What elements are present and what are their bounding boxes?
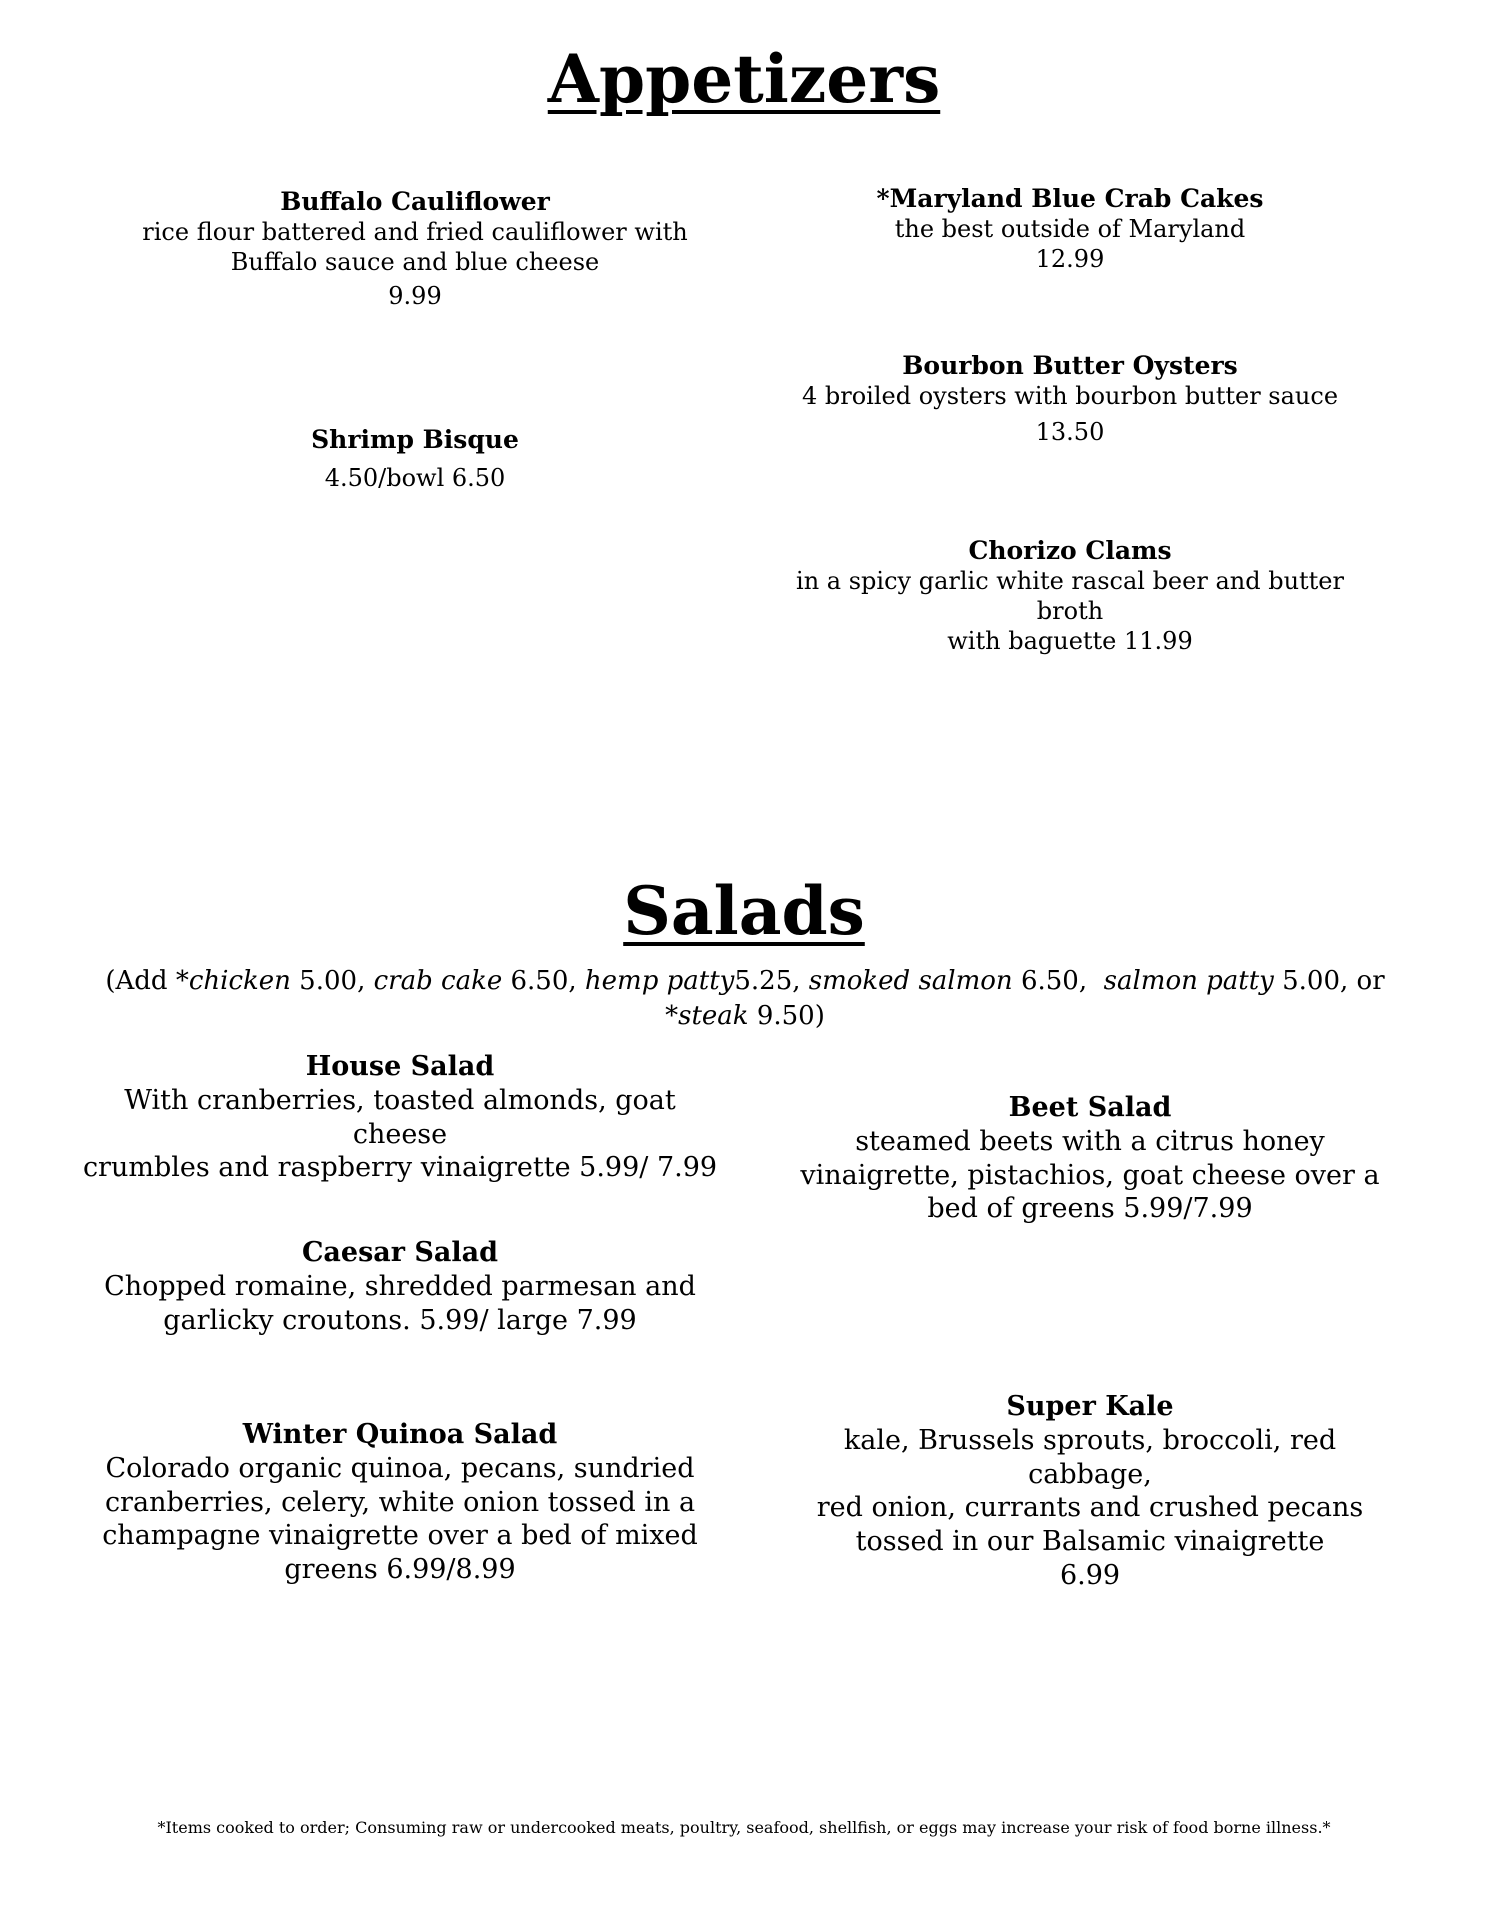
addon-chicken: *chicken [175, 966, 291, 996]
item-price: 4.50/bowl 6.50 [324, 464, 506, 493]
item-name: *Maryland Blue Crab Cakes [876, 184, 1264, 213]
addon-price: 9.50) [748, 1001, 825, 1032]
addon-salmon-patty: salmon patty [1103, 966, 1274, 996]
addon-crab-cake: crab cake [373, 966, 503, 996]
item-description: Buffalo sauce and blue cheese [230, 248, 600, 277]
addon-price: 6.50, [502, 966, 585, 996]
item-name: House Salad [305, 1051, 495, 1082]
item-description: garlicky croutons. 5.99/ large 7.99 [163, 1304, 637, 1336]
item-description: steamed beets with a citrus honey [855, 1125, 1325, 1157]
item-description: rice flour battered and fried cauliflower with [142, 218, 688, 247]
addons-open: (Add [105, 966, 176, 996]
appetizers-heading: Appetizers [547, 40, 941, 118]
food-safety-disclaimer: *Items cooked to order; Consuming raw or undercooked meats, poultry, seafood, shellfish, or eggs may increase your risk of food borne illness.* [157, 1818, 1331, 1837]
menu-item-beet-salad [780, 1091, 1400, 1226]
item-description: Colorado organic quinoa, pecans, sundried [105, 1452, 695, 1484]
item-description: champagne vinaigrette over a bed of mixed [102, 1520, 698, 1552]
menu-item-winter-quinoa-salad [80, 1418, 720, 1587]
addon-steak: *steak [665, 1001, 749, 1032]
menu-item-caesar-salad [80, 1236, 720, 1337]
addon-price: 6.50, [1012, 966, 1104, 996]
item-name: Beet Salad [1008, 1092, 1172, 1123]
menu-item-maryland-crab-cakes [760, 183, 1380, 274]
item-price: 12.99 [1035, 245, 1105, 274]
item-description: With cranberries, toasted almonds, goat cheese [124, 1084, 676, 1150]
item-description: 6.99 [1059, 1559, 1121, 1591]
item-description: kale, Brussels sprouts, broccoli, red cabbage, [843, 1424, 1337, 1490]
item-description: vinaigrette, pistachios, goat cheese over a [800, 1159, 1380, 1191]
item-description: in a spicy garlic white rascal beer and butter broth [796, 567, 1344, 626]
item-price: 9.99 [388, 282, 442, 311]
addon-smoked-salmon: smoked salmon [808, 966, 1013, 996]
item-name: Caesar Salad [301, 1237, 499, 1268]
item-name: Buffalo Cauliflower [280, 187, 550, 216]
addon-hemp-patty: hemp patty [584, 966, 735, 996]
item-description: red onion, currants and crushed pecans [816, 1492, 1364, 1524]
menu-item-super-kale [780, 1390, 1400, 1593]
item-name: Winter Quinoa Salad [242, 1419, 558, 1450]
addon-price: 5.25, [734, 966, 809, 996]
salads-heading: Salads [623, 872, 865, 950]
item-description: crumbles and raspberry vinaigrette 5.99/ 7.99 [82, 1152, 718, 1184]
item-description: with baguette 11.99 [947, 627, 1193, 656]
item-name: Bourbon Butter Oysters [902, 351, 1238, 380]
item-description: the best outside of Maryland [894, 215, 1246, 244]
addon-price: 5.00, or [1273, 966, 1385, 996]
menu-item-shrimp-bisque [105, 424, 725, 493]
item-description: cranberries, celery, white onion tossed in a [104, 1486, 696, 1518]
salad-addons-note [100, 964, 1390, 1034]
item-name: Shrimp Bisque [311, 425, 519, 454]
item-description: bed of greens 5.99/7.99 [927, 1193, 1253, 1225]
addon-price: 5.00, [290, 966, 374, 996]
item-name: Super Kale [1006, 1391, 1174, 1422]
item-description: tossed in our Balsamic vinaigrette [855, 1526, 1325, 1557]
menu-item-buffalo-cauliflower [105, 186, 725, 311]
menu-item-house-salad [80, 1050, 720, 1185]
menu-item-bourbon-butter-oysters [760, 350, 1380, 447]
item-description: greens 6.99/8.99 [284, 1554, 516, 1585]
item-description: Chopped romaine, shredded parmesan and [104, 1270, 696, 1302]
item-price: 13.50 [1035, 418, 1105, 447]
item-description: 4 broiled oysters with bourbon butter sauce [801, 382, 1339, 411]
item-name: Chorizo Clams [968, 536, 1172, 565]
menu-item-chorizo-clams [760, 535, 1380, 656]
